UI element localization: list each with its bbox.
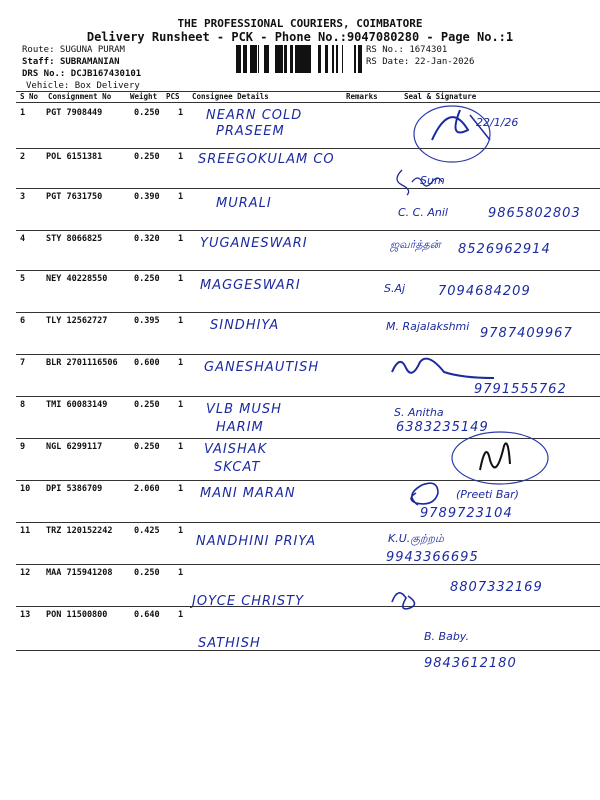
row-signature-text: C. C. Anil — [398, 206, 448, 219]
row-consignment-no: TMI 60083149 — [46, 400, 108, 410]
row-receiver-phone: 9789723104 — [420, 506, 513, 521]
row-consignee-name: SINDHIYA — [210, 318, 280, 333]
row-consignee-name: MURALI — [216, 196, 272, 211]
row-pcs: 1 — [178, 400, 184, 410]
row-pcs: 1 — [178, 108, 184, 118]
row-pcs: 1 — [178, 152, 184, 162]
row-signature-text: S.Aj — [384, 282, 406, 295]
signature-mark-7 — [392, 359, 494, 378]
row-receiver-phone: 9843612180 — [424, 656, 517, 671]
row-consignee-name: JOYCE CHRISTY — [192, 594, 305, 609]
row-signature-text: S. Anitha — [394, 406, 444, 419]
signature-mark-2 — [397, 170, 442, 195]
row-receiver-phone: 7094684209 — [438, 284, 531, 299]
row-pcs: 1 — [178, 484, 184, 494]
row-sno: 2 — [20, 152, 26, 162]
row-consignee-name: MANI MARAN — [200, 486, 296, 501]
seal-stamp — [414, 106, 490, 162]
col-consignment: Consignment No — [48, 92, 112, 101]
row-weight: 0.390 — [134, 192, 160, 202]
row-receiver-phone: 9943366695 — [386, 550, 479, 565]
row-consignment-no: PGT 7908449 — [46, 108, 103, 118]
row-consignee-name: MAGGESWARI — [200, 278, 301, 293]
drs-number: DCJB167430101 — [70, 69, 142, 79]
row-weight: 0.250 — [134, 568, 160, 578]
row-consignee-name-line2: HARIM — [216, 420, 264, 435]
row-weight: 0.600 — [134, 358, 160, 368]
row-consignment-no: TLY 12562727 — [46, 316, 108, 326]
row-signature-text: M. Rajalakshmi — [386, 320, 470, 333]
rs-date: RS Date: 22-Jan-2026 — [366, 57, 475, 67]
row-receiver-phone: 9865802803 — [488, 206, 581, 221]
signature-mark-12 — [392, 593, 415, 609]
row-signature-text: 22/1/26 — [476, 116, 519, 129]
drs-label: DRS No.: — [22, 69, 66, 79]
row-sno: 6 — [20, 316, 26, 326]
row-sno: 7 — [20, 358, 26, 368]
row-pcs: 1 — [178, 442, 184, 452]
row-consignee-name-line2: SKCAT — [214, 460, 261, 475]
row-weight: 0.395 — [134, 316, 160, 326]
row-sno: 4 — [20, 234, 26, 244]
row-receiver-phone: 8807332169 — [450, 580, 543, 595]
row-consignee-name: SREEGOKULAM CO — [198, 152, 335, 167]
row-consignee-name: YUGANESWARI — [200, 236, 308, 251]
row-consignee-name: VAISHAK — [204, 442, 268, 457]
row-weight: 2.060 — [134, 484, 160, 494]
row-pcs: 1 — [178, 610, 184, 620]
row-pcs: 1 — [178, 234, 184, 244]
row-pcs: 1 — [178, 526, 184, 536]
row-consignment-no: TRZ 120152242 — [46, 526, 113, 536]
row-consignment-no: PON 11500800 — [46, 610, 108, 620]
row-consignment-no: POL 6151381 — [46, 152, 103, 162]
col-consignee: Consignee Details — [192, 92, 269, 101]
staff-label: Staff: — [22, 57, 55, 67]
row-receiver-phone: 9787409967 — [480, 326, 573, 341]
row-sno: 3 — [20, 192, 26, 202]
row-consignee-name: NANDHINI PRIYA — [196, 534, 317, 549]
staff-name: SUBRAMANIAN — [59, 57, 120, 67]
vehicle-label: Vehicle: Box Delivery — [26, 81, 140, 91]
row-pcs: 1 — [178, 274, 184, 284]
row-weight: 0.250 — [134, 108, 160, 118]
col-pcs: PCS — [166, 92, 180, 101]
row-signature-text: Sum — [420, 174, 445, 187]
row-sno: 8 — [20, 400, 26, 410]
row-consignee-name: SATHISH — [198, 636, 261, 651]
row-sno: 9 — [20, 442, 26, 452]
signature-mark-1 — [432, 110, 468, 140]
row-weight: 0.320 — [134, 234, 160, 244]
col-weight: Weight — [130, 92, 158, 101]
row-weight: 0.250 — [134, 442, 160, 452]
row-consignment-no: MAA 715941208 — [46, 568, 113, 578]
row-receiver-phone: 9791555762 — [474, 382, 567, 397]
row-pcs: 1 — [178, 316, 184, 326]
row-consignee-name: GANESHAUTISH — [204, 360, 320, 375]
row-sno: 11 — [20, 526, 31, 536]
row-receiver-phone: 8526962914 — [458, 242, 551, 257]
row-pcs: 1 — [178, 192, 184, 202]
row-signature-text: B. Baby. — [424, 630, 469, 643]
row-consignment-no: DPI 5386709 — [46, 484, 103, 494]
row-consignment-no: STY 8066825 — [46, 234, 103, 244]
row-pcs: 1 — [178, 568, 184, 578]
runsheet-subtitle: Delivery Runsheet - PCK - Phone No.:9047080280 - Page No.:1 — [86, 30, 514, 44]
row-consignment-no: NEY 40228550 — [46, 274, 108, 284]
row-weight: 0.640 — [134, 610, 160, 620]
row-consignee-name: VLB MUSH — [206, 402, 282, 417]
row-weight: 0.425 — [134, 526, 160, 536]
row-signature-text: ஜவர்த்தன் — [390, 238, 441, 251]
row-weight: 0.250 — [134, 400, 160, 410]
row-sno: 12 — [20, 568, 31, 578]
row-consignee-name-line2: PRASEEM — [216, 124, 285, 139]
row-signature-text: (Preeti Bar) — [456, 488, 519, 501]
row-consignment-no: BLR 2701116506 — [46, 358, 118, 368]
row-weight: 0.250 — [134, 152, 160, 162]
row-consignment-no: PGT 7631750 — [46, 192, 103, 202]
row-sno: 10 — [20, 484, 31, 494]
rs-number: RS No.: 1674301 — [366, 45, 448, 55]
row-consignee-name: NEARN COLD — [206, 108, 303, 123]
row-sno: 5 — [20, 274, 26, 284]
signature-mark-10 — [411, 483, 438, 505]
route-label: Route: SUGUNA PURAM — [22, 45, 125, 55]
row-pcs: 1 — [178, 358, 184, 368]
col-sno: S No — [20, 92, 39, 101]
company-title: THE PROFESSIONAL COURIERS, COIMBATORE — [177, 17, 423, 30]
row-sno: 1 — [20, 108, 26, 118]
row-signature-text: K.U.குற்றம் — [388, 532, 444, 545]
row-receiver-phone: 6383235149 — [396, 420, 489, 435]
row-weight: 0.250 — [134, 274, 160, 284]
col-seal: Seal & Signature — [404, 92, 477, 101]
signature-mark-9 — [480, 443, 510, 470]
row-consignment-no: NGL 6299117 — [46, 442, 103, 452]
col-remarks: Remarks — [346, 92, 378, 101]
row-sno: 13 — [20, 610, 31, 620]
